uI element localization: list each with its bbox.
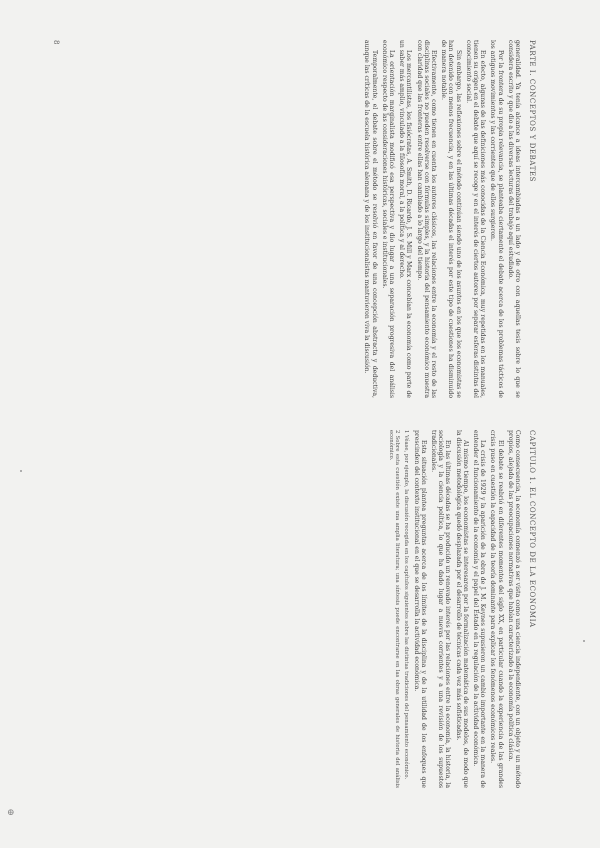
footnote: 1 Véase, por ejemplo, la discusión recogida en los capítulos siguientes sobre las distintas tradiciones del pensamiento económico. — [403, 430, 410, 780]
right-paragraph: Al mismo tiempo, los economistas se interesaron por la formalización matemática de sus modelos, de modo que la discusión metodológica quedó desplazada por el desarrollo de técnicas cada vez más sofisticadas. — [454, 430, 469, 788]
left-paragraph: Temporalmente, el debate sobre el método se resolvió en favor de una concepción abstracta y deductiva, aunque las críticas de la escuela histórica alemana y de los institucionalistas mantuvieron viva la discusión. — [363, 40, 378, 398]
left-paragraph: En efecto, algunas de las definiciones más conocidas de la Ciencia Económica, muy repetidas en los manuales, tienen su origen en el debate que aquí se recoge y en el interés de ciertos autores por separar esferas distintas del conocimiento social. — [464, 40, 487, 398]
left-paragraph: Sin embargo, las reflexiones sobre el método continúan siendo uno de los asuntos en los que los economistas se han detenido con menos frecuencia, y en las últimas décadas el interés por este tipo de cuestiones ha disminuido de manera notable. — [440, 40, 462, 398]
right-paragraph: El debate se reabrió en diferentes momentos del siglo XX, en particular cuando la experiencia de las grandes crisis puso en cuestión la capacidad de la teoría dominante para explicar los fenómenos económicos reales. — [489, 430, 504, 788]
right-paragraph: Como consecuencia, la economía comenzó a ser vista como una ciencia independiente, con un objeto y un método propios, alejada de las preocupaciones normativas que habían caracterizado a la economía política clásica. — [506, 430, 521, 788]
left-paragraph: Por la frontera de su propia relevancia, se planteaba ciertamente el debate acerca de los problemas tácticos de los antiguos movimientos y las corrientes que de ellos surgieron. — [489, 40, 504, 398]
right-paragraph: La crisis de 1929 y la aparición de la obra de J. M. Keynes supusieron un cambio importante en la manera de entender el funcionamiento de la economía y el papel del Estado en la regulación de la actividad económica. — [471, 430, 487, 788]
right-page — [66, 430, 536, 788]
right-running-head: CAPÍTULO 1. EL CONCEPTO DE LA ECONOMÍA — [528, 430, 536, 628]
left-paragraph: Los mercantilistas, los fisiócratas, A. Smith, D. Ricardo, J. S. Mill y Marx concebían la economía como parte de un saber más amplio, vinculado a la filosofía moral, a la política y al derecho. — [398, 40, 413, 398]
page-number: 8 — [52, 40, 60, 45]
rotated-book-spread — [40, 40, 560, 820]
left-page — [66, 40, 536, 398]
footnote: 2 Sobre esta cuestión existe una amplia literatura; una síntesis puede encontrarse en las obras generales de historia del análisis económico. — [387, 430, 400, 788]
binding-mark: ⊕ — [7, 808, 15, 818]
left-paragraph: La orientación marginalista modificó esa perspectiva y dio lugar a una separación progresiva del análisis económico respecto de las consideraciones históricas, sociales e institucionales. — [380, 40, 395, 398]
left-paragraph: Efectivamente, como tienen en cuenta los autores clásicos, las relaciones entre la economía y el resto de las disciplinas sociales no pueden resolverse con fórmulas simples, y la historia del pensamiento económico muestra con claridad que las fronteras entre ellas han cambiado a lo largo del tiempo. — [415, 40, 437, 398]
scan-speck — [583, 640, 585, 642]
right-paragraph: En las últimas décadas se ha producido un renovado interés por las relaciones entre la economía, la historia, la sociología y la ciencia política, lo que ha dado lugar a nuevas corrientes y a una revisión de los supuestos tradicionales. — [429, 430, 452, 788]
left-paragraph: generalidad. Ya tenía alcance a ideas intercambiadas a un lado y de otro con aquellas tesis sobre lo que se considera escrito y que dio a las diversas lecturas del trabajo aquí estudiado. — [506, 40, 521, 398]
scan-speck — [20, 470, 22, 472]
right-paragraph: Esta situación plantea preguntas acerca de los límites de la disciplina y de la utilidad de los enfoques que prescinden del contexto institucional en el que se desarrolla la actividad económica. — [412, 430, 427, 788]
left-running-head: PARTE I. CONCEPTOS Y DEBATES — [528, 40, 536, 183]
